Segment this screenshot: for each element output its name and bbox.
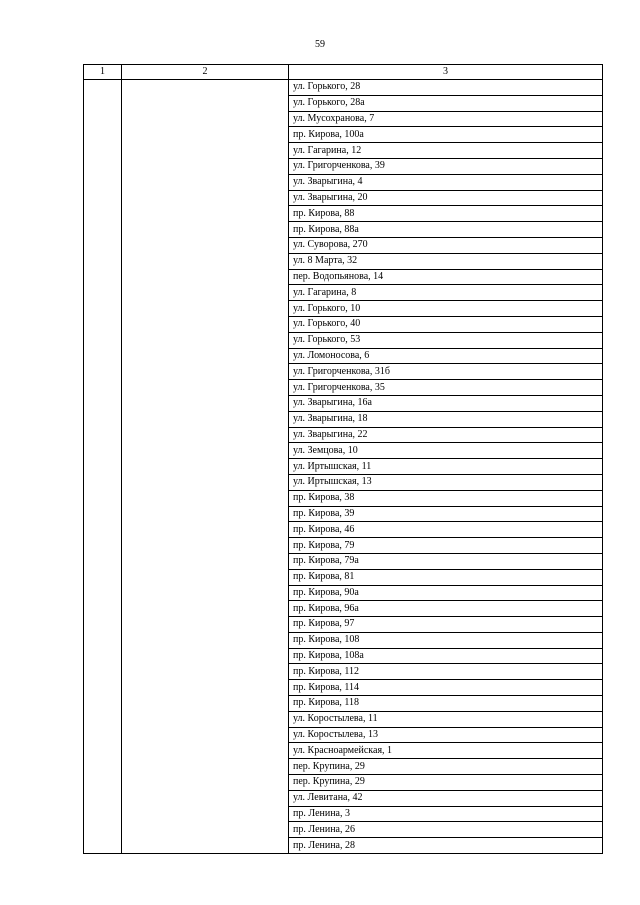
address-cell: ул. Горького, 28а	[289, 95, 603, 111]
column-2-cell	[122, 80, 289, 854]
address-cell: пр. Ленина, 28	[289, 838, 603, 854]
address-table	[83, 64, 603, 854]
address-cell: пр. Кирова, 79	[289, 538, 603, 554]
address-cell: ул. Левитана, 42	[289, 790, 603, 806]
header-row	[84, 65, 603, 80]
column-1-cell	[84, 80, 122, 854]
address-cell: пр. Ленина, 3	[289, 806, 603, 822]
address-cell: пр. Кирова, 108а	[289, 648, 603, 664]
address-cell: пр. Кирова, 112	[289, 664, 603, 680]
address-cell: пер. Водопьянова, 14	[289, 269, 603, 285]
address-cell: ул. Гагарина, 12	[289, 143, 603, 159]
address-cell: ул. Иртышская, 13	[289, 474, 603, 490]
address-cell: пр. Ленина, 26	[289, 822, 603, 838]
address-cell: ул. Зварыгина, 4	[289, 174, 603, 190]
address-cell: ул. Коростылева, 13	[289, 727, 603, 743]
address-cell: пр. Кирова, 38	[289, 490, 603, 506]
address-cell: ул. Мусохранова, 7	[289, 111, 603, 127]
address-cell: ул. Зварыгина, 18	[289, 411, 603, 427]
address-cell: ул. Горького, 40	[289, 316, 603, 332]
address-cell: пр. Кирова, 90а	[289, 585, 603, 601]
address-cell: пр. Кирова, 108	[289, 632, 603, 648]
table-row	[84, 80, 603, 96]
address-cell: ул. Горького, 53	[289, 332, 603, 348]
table-body	[84, 80, 603, 854]
address-cell: ул. Зварыгина, 20	[289, 190, 603, 206]
address-cell: ул. Гагарина, 8	[289, 285, 603, 301]
page-number: 59	[315, 39, 325, 50]
address-cell: пр. Кирова, 88а	[289, 222, 603, 238]
address-cell: пр. Кирова, 118	[289, 696, 603, 712]
column-header-2: 2	[122, 65, 289, 80]
column-header-1: 1	[84, 65, 122, 80]
address-cell: пр. Кирова, 81	[289, 569, 603, 585]
address-cell: ул. Зварыгина, 16а	[289, 395, 603, 411]
address-cell: ул. Горького, 28	[289, 80, 603, 96]
address-cell: пр. Кирова, 97	[289, 617, 603, 633]
address-cell: пр. Кирова, 88	[289, 206, 603, 222]
column-header-3: 3	[289, 65, 603, 80]
address-cell: пр. Кирова, 100а	[289, 127, 603, 143]
address-cell: ул. Иртышская, 11	[289, 459, 603, 475]
address-cell: ул. Григорченкова, 35	[289, 380, 603, 396]
address-cell: ул. Красноармейская, 1	[289, 743, 603, 759]
address-cell: ул. Земцова, 10	[289, 443, 603, 459]
address-cell: пр. Кирова, 79а	[289, 553, 603, 569]
address-cell: пр. Кирова, 46	[289, 522, 603, 538]
address-cell: ул. Григорченкова, 39	[289, 158, 603, 174]
address-cell: ул. Григорченкова, 31б	[289, 364, 603, 380]
address-cell: пр. Кирова, 114	[289, 680, 603, 696]
address-cell: ул. Зварыгина, 22	[289, 427, 603, 443]
address-cell: ул. Суворова, 270	[289, 237, 603, 253]
address-cell: ул. Ломоносова, 6	[289, 348, 603, 364]
address-cell: пер. Крупина, 29	[289, 759, 603, 775]
address-cell: ул. 8 Марта, 32	[289, 253, 603, 269]
address-cell: пр. Кирова, 39	[289, 506, 603, 522]
address-cell: пр. Кирова, 96а	[289, 601, 603, 617]
address-cell: пер. Крупина, 29	[289, 775, 603, 791]
address-cell: ул. Горького, 10	[289, 301, 603, 317]
address-cell: ул. Коростылева, 11	[289, 711, 603, 727]
